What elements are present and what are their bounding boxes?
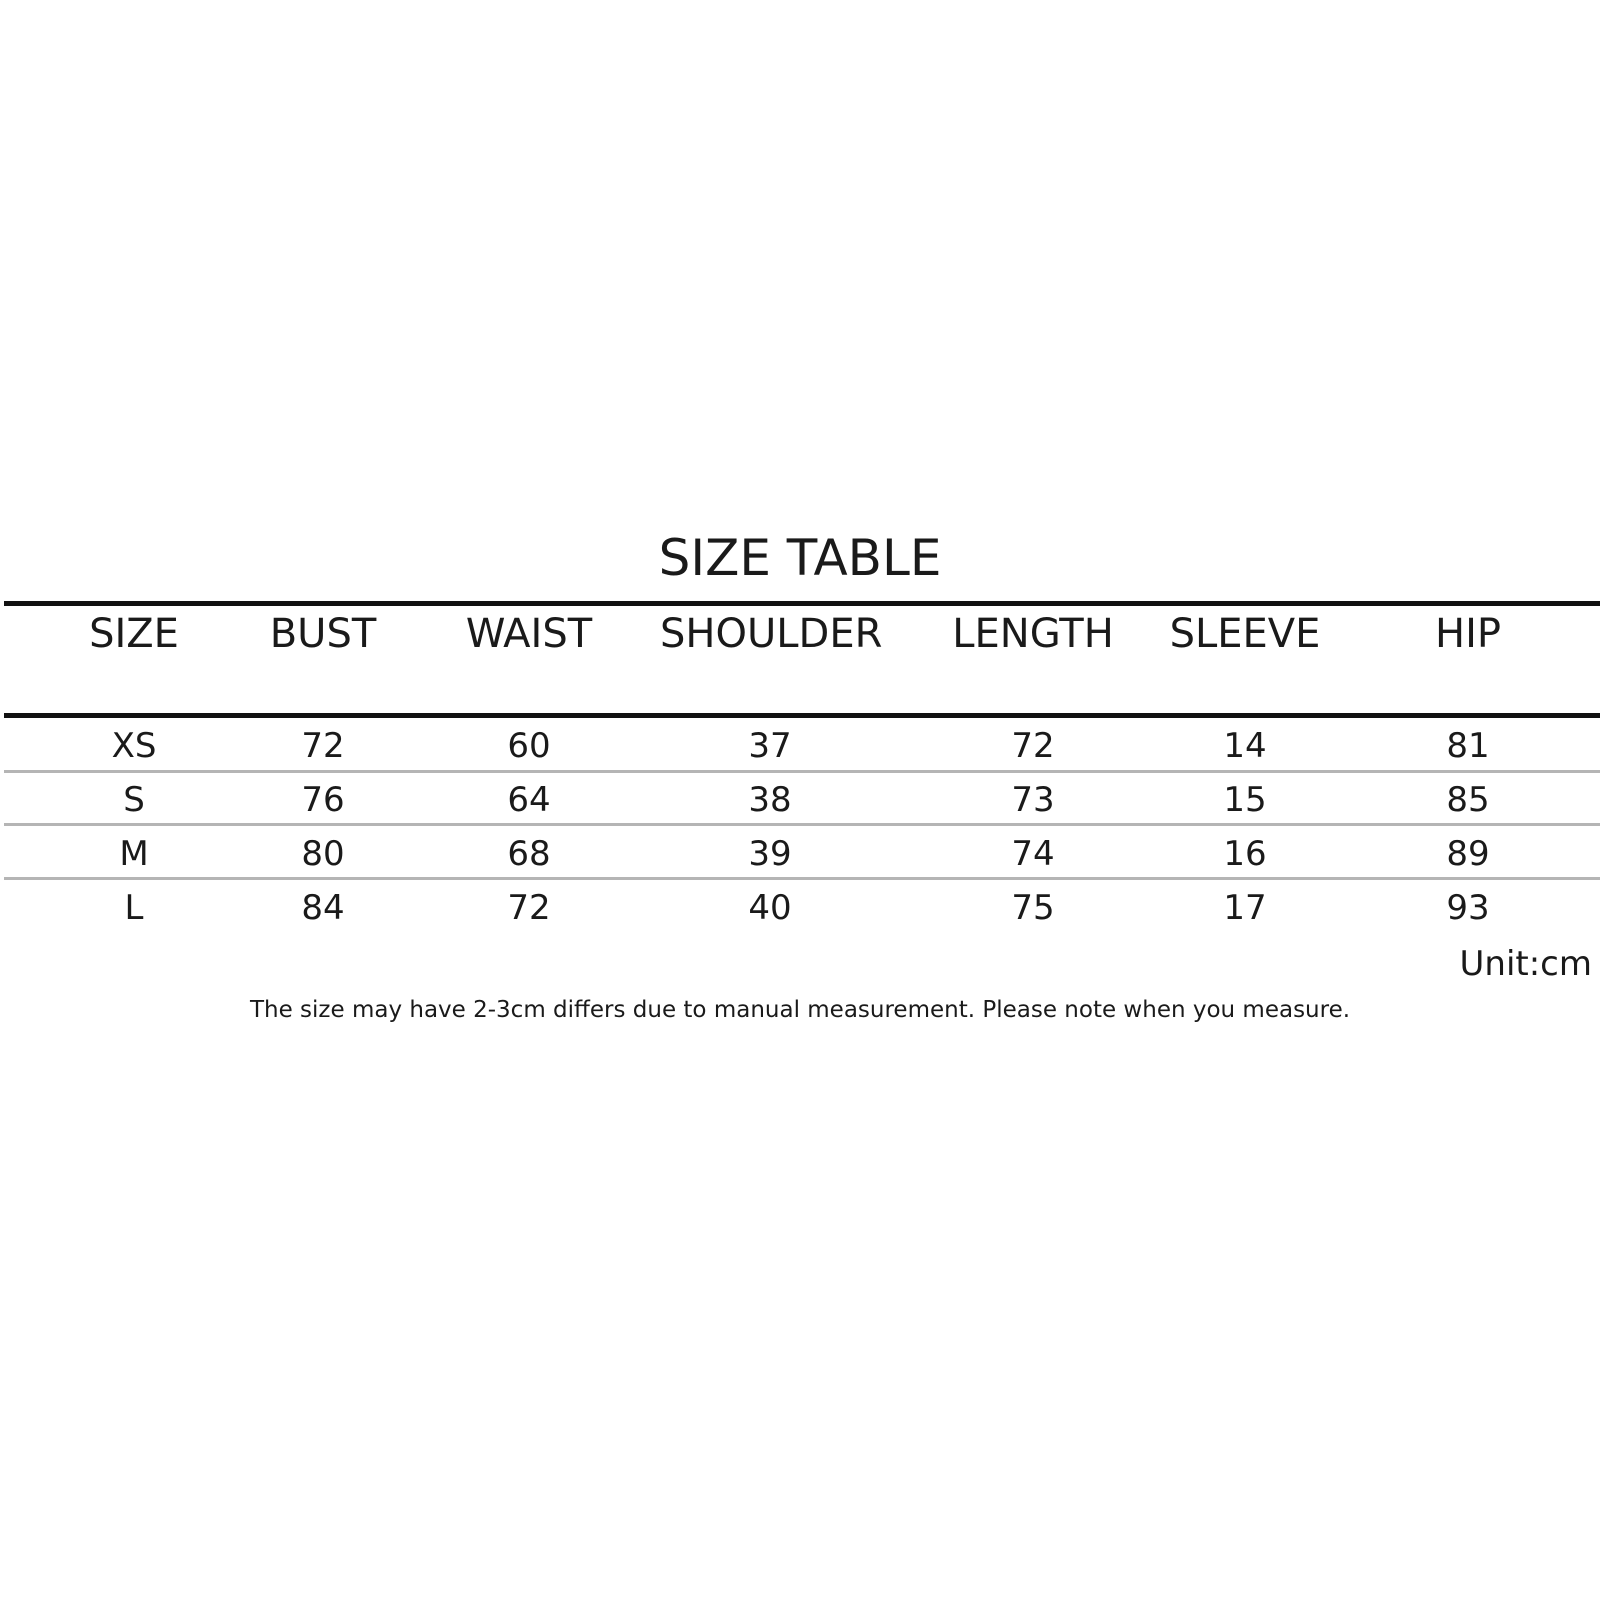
cell-waist: 68 — [507, 834, 551, 874]
cell-hip: 93 — [1446, 888, 1490, 928]
cell-shoulder: 40 — [748, 888, 792, 928]
cell-sleeve: 15 — [1223, 780, 1267, 820]
cell-hip: 81 — [1446, 726, 1490, 766]
row-divider — [4, 823, 1600, 826]
column-header-bust: BUST — [269, 611, 377, 657]
cell-length: 72 — [1011, 726, 1055, 766]
cell-waist: 60 — [507, 726, 551, 766]
cell-sleeve: 17 — [1223, 888, 1267, 928]
cell-length: 73 — [1011, 780, 1055, 820]
unit-label: Unit:cm — [1459, 944, 1592, 984]
top-thick-rule — [4, 601, 1600, 606]
cell-sleeve: 14 — [1223, 726, 1267, 766]
measurement-note: The size may have 2-3cm differs due to manual measurement. Please note when you measure. — [249, 997, 1351, 1023]
size-table-title-text: SIZE TABLE — [658, 529, 942, 587]
table-row — [0, 832, 1600, 876]
cell-hip: 89 — [1446, 834, 1490, 874]
cell-length: 75 — [1011, 888, 1055, 928]
cell-shoulder: 38 — [748, 780, 792, 820]
size-table-title — [0, 530, 1600, 586]
cell-size: S — [123, 780, 145, 820]
cell-waist: 64 — [507, 780, 551, 820]
row-divider — [4, 877, 1600, 880]
table-row — [0, 778, 1600, 822]
table-row — [0, 886, 1600, 930]
header-row — [0, 612, 1600, 656]
column-header-shoulder: SHOULDER — [660, 611, 883, 657]
cell-shoulder: 37 — [748, 726, 792, 766]
column-header-size: SIZE — [89, 611, 179, 657]
cell-hip: 85 — [1446, 780, 1490, 820]
cell-size: M — [119, 834, 149, 874]
column-header-length: LENGTH — [952, 611, 1114, 657]
row-divider — [4, 770, 1600, 773]
cell-bust: 80 — [301, 834, 345, 874]
cell-sleeve: 16 — [1223, 834, 1267, 874]
column-header-waist: WAIST — [465, 611, 593, 657]
cell-waist: 72 — [507, 888, 551, 928]
cell-bust: 72 — [301, 726, 345, 766]
header-bottom-thick-rule — [4, 713, 1600, 718]
cell-bust: 76 — [301, 780, 345, 820]
cell-shoulder: 39 — [748, 834, 792, 874]
cell-size: L — [124, 888, 144, 928]
table-row — [0, 724, 1600, 768]
column-header-hip: HIP — [1435, 611, 1501, 657]
cell-bust: 84 — [301, 888, 345, 928]
cell-size: XS — [111, 726, 157, 766]
column-header-sleeve: SLEEVE — [1169, 611, 1321, 657]
cell-length: 74 — [1011, 834, 1055, 874]
